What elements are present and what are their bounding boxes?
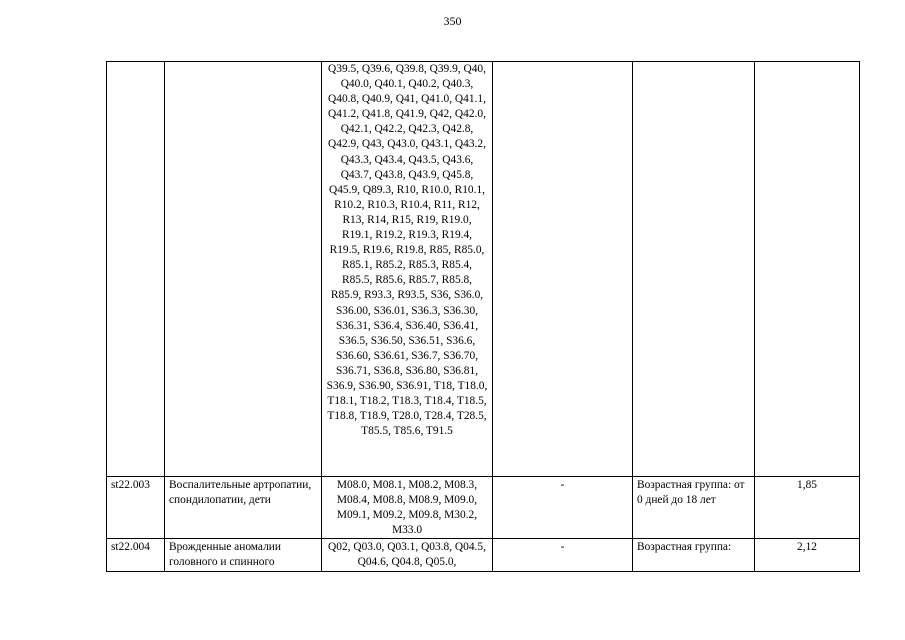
table-row: [107, 62, 860, 477]
cell-procedure: [493, 62, 633, 477]
tariff-table: [106, 61, 860, 572]
cell-criteria: [633, 62, 755, 477]
cell-code: [107, 62, 165, 477]
cell-criteria: Возрастная группа:: [633, 539, 755, 571]
page-number: 350: [443, 14, 462, 28]
cell-code: st22.004: [107, 539, 165, 571]
table-row: [107, 539, 860, 571]
cell-coefficient: 1,85: [755, 477, 860, 539]
cell-coefficient: [755, 62, 860, 477]
cell-procedure: -: [493, 539, 633, 571]
cell-code: st22.003: [107, 477, 165, 539]
cell-icd-codes: Q02, Q03.0, Q03.1, Q03.8, Q04.5, Q04.6, Q04.8, Q05.0,: [322, 539, 493, 571]
cell-name: Врожденные аномалии головного и спинного: [165, 539, 322, 571]
cell-criteria: Возрастная группа: от 0 дней до 18 лет: [633, 477, 755, 539]
cell-procedure: -: [493, 477, 633, 539]
cell-name: Воспалительные артропатии, спондилопатии, дети: [165, 477, 322, 539]
cell-icd-codes: Q39.5, Q39.6, Q39.8, Q39.9, Q40, Q40.0, Q40.1, Q40.2, Q40.3, Q40.8, Q40.9, Q41, Q41.0, Q41.1, Q41.2, Q41.8, Q41.9, Q42, Q42.0, Q42.1, Q42.2, Q42.3, Q42.8, Q42.9, Q43, Q43.0, Q43.1, Q43.2, Q43.3, Q43.4, Q43.5, Q43.6, Q43.7, Q43.8, Q43.9, Q45.8, Q45.9, Q89.3, R10, R10.0, R10.1, R10.2, R10.3, R10.4, R11, R12, R13, R14, R15, R19, R19.0, R19.1, R19.2, R19.3, R19.4, R19.5, R19.6, R19.8, R85, R85.0, R85.1, R85.2, R85.3, R85.4, R85.5, R85.6, R85.7, R85.8, R85.9, R93.3, R93.5, S36, S36.0, S36.00, S36.01, S36.3, S36.30, S36.31, S36.4, S36.40, S36.41, S36.5, S36.50, S36.51, S36.6, S36.60, S36.61, S36.7, S36.70, S36.71, S36.8, S36.80, S36.81, S36.9, S36.90, S36.91, T18, T18.0, T18.1, T18.2, T18.3, T18.4, T18.5, T18.8, T18.9, T28.0, T28.4, T28.5, T85.5, T85.6, T91.5: [322, 62, 493, 477]
cell-icd-codes: M08.0, M08.1, M08.2, M08.3, M08.4, M08.8, M08.9, M09.0, M09.1, M09.2, M09.8, M30.2, M33.0: [322, 477, 493, 539]
cell-coefficient: 2,12: [755, 539, 860, 571]
table-row: [107, 477, 860, 539]
cell-name: [165, 62, 322, 477]
